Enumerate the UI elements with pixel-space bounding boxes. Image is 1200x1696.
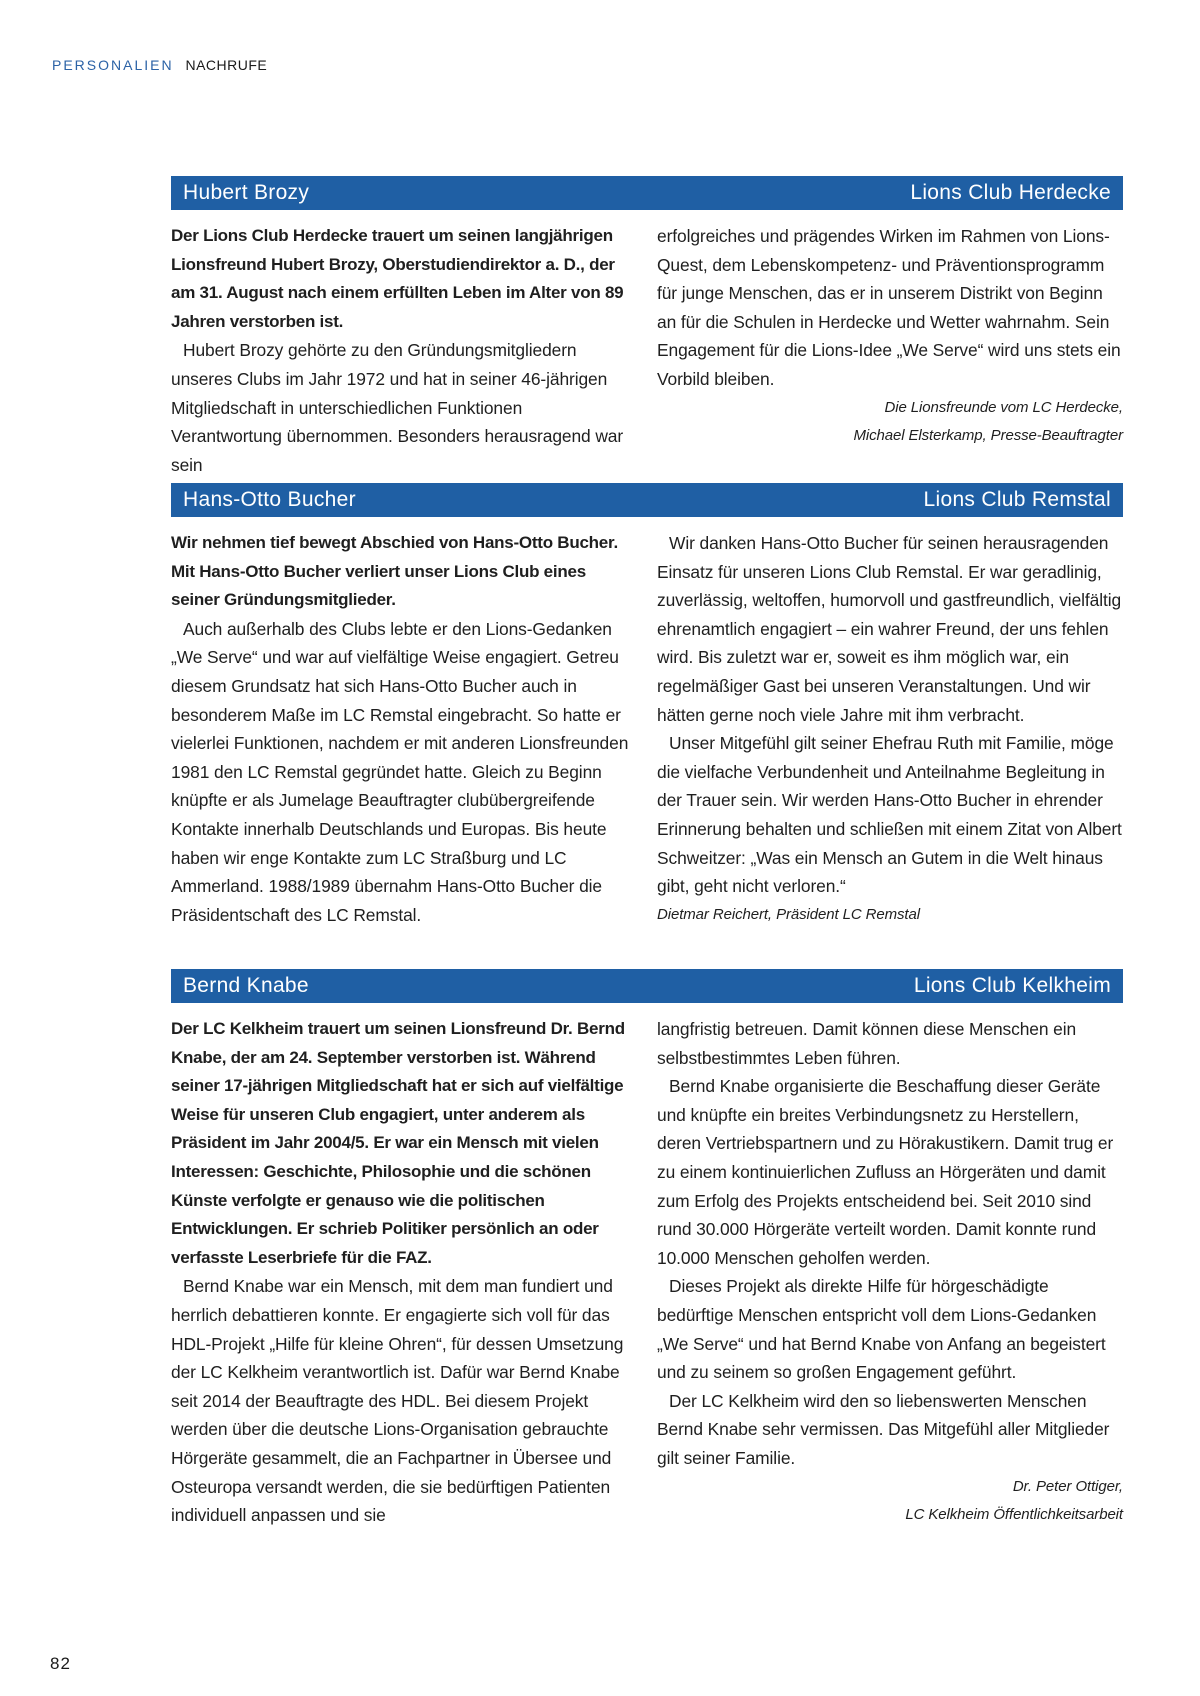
body-paragraph: Bernd Knabe organisierte die Beschaffung dieser Geräte und knüpfte ein breites Verbindungsnetz zu Herstellern, deren Vertriebspartnern und zu Hörakustikern. Damit trug er zu einem kontinuierlichen Zufluss an Hörgeräten und damit zum Erfolg des Projekts entscheidend bei. Seit 2010 sind rund 30.000 Hörgeräte verteilt worden. Damit konnte rund 10.000 Menschen geholfen werden. xyxy=(657,1076,1114,1268)
body-paragraph: Unser Mitgefühl gilt seiner Ehefrau Ruth mit Familie, möge die vielfache Verbundenheit und Anteilnahme Begleitung in der Trauer sein. Wir werden Hans-Otto Bucher in ehrender Erinnerung behalten und schließen mit einem Zitat von Albert Schweitzer: „Was ein Mensch an Gutem in die Welt hinaus gibt, geht nicht verloren.“ xyxy=(657,733,1122,897)
section-label: PERSONALIEN xyxy=(52,57,174,73)
obituary-bernd-knabe xyxy=(171,969,1123,1530)
obituary-body xyxy=(171,222,1123,479)
right-column xyxy=(657,222,1123,479)
signature xyxy=(657,394,1123,451)
obituary-name: Hans-Otto Bucher xyxy=(183,488,356,511)
obituary-name: Bernd Knabe xyxy=(183,974,309,997)
body-paragraph: Bernd Knabe war ein Mensch, mit dem man fundiert und herrlich debattieren konnte. Er engagierte sich voll für das HDL-Projekt „Hilfe für kleine Ohren“, für dessen Umsetzung der LC Kelkheim verantwortlich ist. Dafür war Bernd Knabe seit 2014 der Beauftragte des HDL. Bei diesem Projekt werden über die deutsche Lions-Organisation gebrauchte Hörgeräte gesammelt, die an Fachpartner in Übersee und Osteuropa versandt werden, die sie bedürftigen Patienten individuell anpassen und sie xyxy=(171,1276,624,1526)
obituary-header xyxy=(171,483,1123,517)
body-paragraph: Hubert Brozy gehörte zu den Gründungsmitgliedern unseres Clubs im Jahr 1972 und hat in seiner 46-jährigen Mitgliedschaft in unterschiedlichen Funktionen Verantwortung übernommen. Besonders herausragend war sein xyxy=(171,340,624,475)
obituary-hans-otto-bucher xyxy=(171,483,1123,929)
obituary-body xyxy=(171,529,1123,929)
body-paragraph: Der LC Kelkheim wird den so liebenswerten Menschen Bernd Knabe sehr vermissen. Das Mitgefühl aller Mitglieder gilt seiner Familie. xyxy=(657,1390,1110,1468)
obituary-club: Lions Club Remstal xyxy=(923,488,1111,511)
subsection-label: NACHRUFE xyxy=(185,57,268,73)
obituary-club: Lions Club Kelkheim xyxy=(913,974,1111,997)
signature-line: Dietmar Reichert, Präsident LC Remstal xyxy=(657,905,920,923)
body-paragraph: Dieses Projekt als direkte Hilfe für hörgeschädigte bedürftige Menschen entspricht voll dem Lions-Gedanken „We Serve“ und hat Bernd Knabe von Anfang an begeistert und zu seinem so großen Engagement geführt. xyxy=(657,1276,1106,1383)
right-column xyxy=(657,1015,1123,1530)
left-column xyxy=(171,1015,637,1530)
signature-line: Die Lionsfreunde vom LC Herdecke, xyxy=(884,398,1123,416)
signature-line: LC Kelkheim Öffentlichkeitsarbeit xyxy=(905,1506,1123,1524)
lead-paragraph: Der Lions Club Herdecke trauert um seinen langjährigen Lionsfreund Hubert Brozy, Oberstudiendirektor a. D., der am 31. August nach einem erfüllten Leben im Alter von 89 Jahren verstorben ist. xyxy=(171,226,624,331)
body-paragraph: erfolgreiches und prägendes Wirken im Rahmen von Lions-Quest, dem Lebenskompetenz- und Präventionsprogramm für junge Menschen, das er in unserem Distrikt von Beginn an für die Schulen in Herdecke und Wetter wahrnahm. Sein Engagement für die Lions-Idee „We Serve“ wird uns stets ein Vorbild bleiben. xyxy=(657,226,1121,389)
obituary-hubert-brozy xyxy=(171,176,1123,479)
right-column xyxy=(657,529,1123,929)
page-number: 82 xyxy=(50,1654,71,1673)
left-column xyxy=(171,529,637,929)
running-head xyxy=(52,56,267,74)
body-paragraph: langfristig betreuen. Damit können diese Menschen ein selbstbestimmtes Leben führen. xyxy=(657,1019,1077,1068)
left-column xyxy=(171,222,637,479)
obituary-body xyxy=(171,1015,1123,1530)
obituary-header xyxy=(171,176,1123,210)
lead-paragraph: Wir nehmen tief bewegt Abschied von Hans-Otto Bucher. Mit Hans-Otto Bucher verliert unser Lions Club eines seiner Gründungsmitglieder. xyxy=(171,533,618,610)
signature-line: Dr. Peter Ottiger, xyxy=(1012,1477,1123,1495)
obituary-club: Lions Club Herdecke xyxy=(910,181,1111,204)
signature xyxy=(657,1473,1123,1530)
lead-paragraph: Der LC Kelkheim trauert um seinen Lionsfreund Dr. Bernd Knabe, der am 24. September verstorben ist. Während seiner 17-jährigen Mitgliedschaft hat er sich auf vielfältige Weise für unseren Club engagiert, unter anderem als Präsident im Jahr 2004/5. Er war ein Mensch mit vielen Interessen: Geschichte, Philosophie und die schönen Künste verfolgte er genauso wie die politischen Entwicklungen. Er schrieb Politiker persönlich an oder verfasste Leserbriefe für die FAZ. xyxy=(171,1019,625,1267)
signature-line: Michael Elsterkamp, Presse-Beauftragter xyxy=(853,427,1123,445)
obituary-name: Hubert Brozy xyxy=(183,181,310,204)
body-paragraph: Wir danken Hans-Otto Bucher für seinen herausragenden Einsatz für unseren Lions Club Remstal. Er war geradlinig, zuverlässig, weltoffen, humorvoll und gastfreundlich, vielfältig ehrenamtlich engagiert – ein wahrer Freund, der uns fehlen wird. Bis zuletzt war er, soweit es ihm möglich war, ein regelmäßiger Gast bei unseren Veranstaltungen. Und wir hätten gerne noch viele Jahre mit ihm verbracht. xyxy=(657,533,1122,725)
obituary-header xyxy=(171,969,1123,1003)
signature xyxy=(657,901,1123,930)
body-paragraph: Auch außerhalb des Clubs lebte er den Lions-Gedanken „We Serve“ und war auf vielfältige Weise engagiert. Getreu diesem Grundsatz hat sich Hans-Otto Bucher auch in besonderem Maße im LC Remstal eingebracht. So hatte er vielerlei Funktionen, nachdem er mit anderen Lionsfreunden 1981 den LC Remstal gegründet hatte. Gleich zu Beginn knüpfte er als Jumelage Beauftragter clubübergreifende Kontakte innerhalb Deutschlands und Europas. Bis heute haben wir enge Kontakte zum LC Straßburg und LC Ammerland. 1988/1989 übernahm Hans-Otto Bucher die Präsidentschaft des LC Remstal. xyxy=(171,618,629,925)
